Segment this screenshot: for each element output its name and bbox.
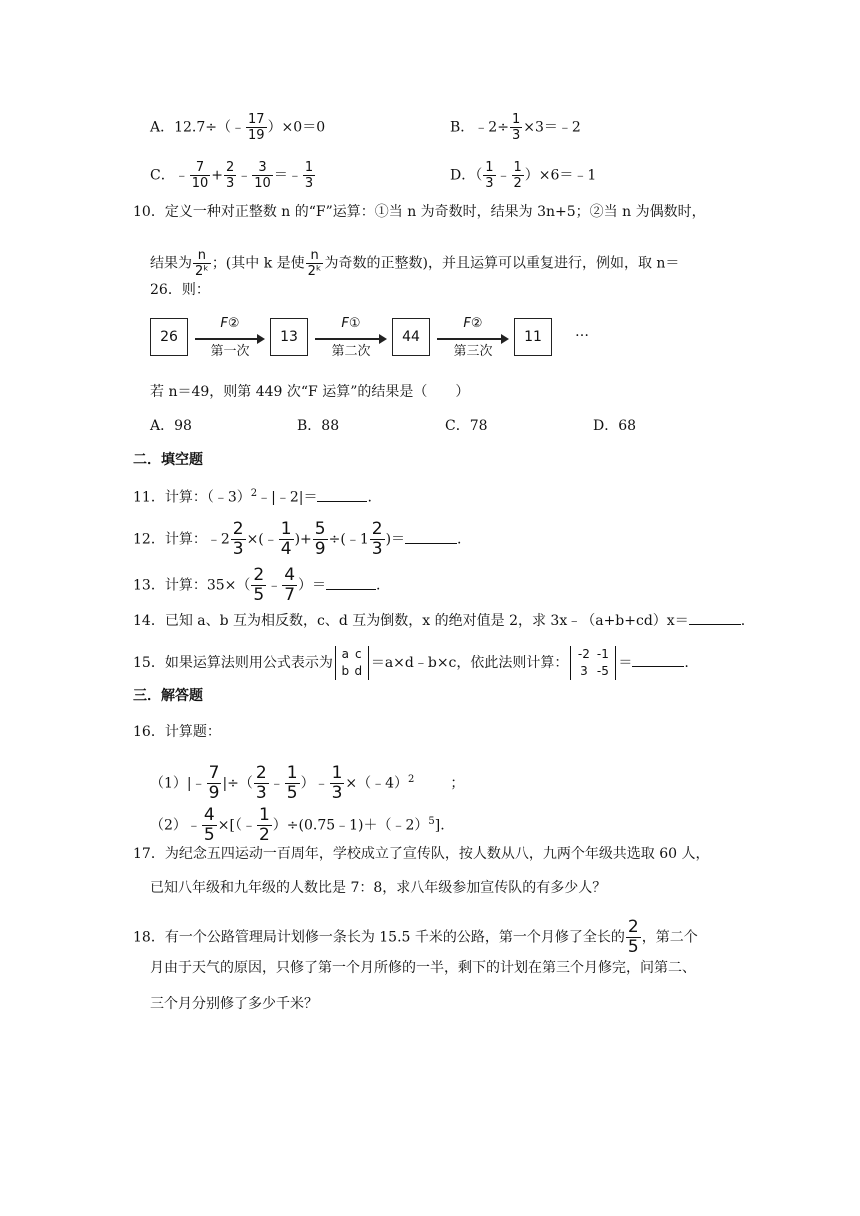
fraction-denominator: 9 (208, 783, 220, 803)
determinant-numeric (570, 646, 616, 680)
operator: ﹣ (269, 775, 284, 792)
q10-option-a: A．98 (150, 418, 192, 434)
mixed-fraction (370, 520, 385, 559)
fraction-numerator: 7 (208, 763, 220, 783)
q11-tail: ﹣|﹣2|＝ (257, 489, 318, 506)
answer-blank[interactable] (317, 487, 367, 502)
fraction-denominator: 3 (331, 783, 343, 803)
q9-d-tail: ）×6＝﹣1 (524, 167, 597, 184)
q9-b-fraction (510, 112, 522, 143)
det-entry: b (341, 664, 350, 678)
q9-b-tail: ×3＝﹣2 (523, 119, 581, 136)
q12 (133, 520, 461, 559)
q9-c-fraction-1 (190, 160, 211, 191)
fraction-numerator: 1 (304, 160, 314, 175)
flow-arrow (315, 318, 387, 362)
q12-text: )＝ (385, 531, 406, 548)
q12-text: ÷(﹣1 (328, 531, 369, 548)
fraction (279, 520, 294, 559)
q10-text: 为奇数的正整数)，并且运算可以重复进行，例如，取 n＝ (324, 255, 680, 272)
operator: ﹣ (267, 577, 282, 594)
q18-line-2: 月由于天气的原因，只修了第一个月所修的一半，剩下的计划在第三个月修完，问第二、 (150, 960, 696, 976)
q9-a-fraction (246, 112, 267, 143)
flow-box: 26 (150, 318, 188, 356)
det-entry: -1 (596, 647, 609, 661)
q11-text: 11．计算：（﹣3） (133, 489, 251, 506)
fraction-numerator: 7 (190, 160, 211, 176)
q12-text: ×(﹣ (246, 531, 278, 548)
q15-text: ＝ (618, 655, 633, 671)
fraction (207, 764, 222, 803)
q13-text: 13．计算：35×（ (133, 577, 251, 594)
fraction-denominator: 10 (191, 176, 209, 191)
fraction (626, 918, 641, 957)
fraction-numerator: n (306, 248, 324, 264)
mixed-fraction (231, 520, 246, 559)
q9-a-label: A．12.7÷（﹣ (150, 119, 246, 136)
q10-text: 结果为 (150, 255, 192, 272)
det-entry: c (355, 647, 362, 661)
q16-part-1 (150, 764, 464, 803)
q13-text: ）＝ (298, 577, 327, 594)
fraction-denominator: 9 (314, 539, 326, 559)
arrow-operation-label: F② (220, 316, 240, 331)
equals: ＝﹣ (273, 167, 302, 184)
q9-option-b (450, 112, 581, 143)
q16-text: ×[（﹣ (217, 817, 256, 834)
fraction-denominator: 3 (511, 128, 521, 143)
fraction-denominator: 3 (232, 539, 244, 559)
fraction (254, 764, 269, 803)
exponent: 5 (428, 815, 435, 827)
flow-arrow (195, 318, 265, 362)
fraction-denominator: 2ᵏ (307, 264, 322, 279)
q10-option-d: D．68 (593, 418, 637, 434)
q10-fraction-2 (306, 248, 324, 279)
q9-c-fraction-3 (252, 160, 273, 191)
fraction (330, 764, 345, 803)
fraction-numerator: 1 (485, 160, 494, 175)
q10-line-2 (150, 248, 679, 279)
fraction-denominator: 2ᵏ (195, 264, 209, 279)
arrow-operation-label: F② (463, 316, 483, 331)
determinant-abcd (335, 646, 369, 680)
q16-text: ]. (434, 817, 445, 834)
fraction-numerator: 2 (255, 763, 267, 783)
answer-blank[interactable] (326, 575, 376, 590)
q9-a-tail: ）×0＝0 (267, 119, 326, 136)
det-entry: -5 (596, 664, 609, 678)
fraction-numerator: 17 (248, 112, 265, 127)
fraction-denominator: 4 (280, 539, 292, 559)
q9-c-fraction-2 (224, 160, 236, 191)
q16-text: （2）﹣ (150, 817, 201, 834)
q14-text: 14．已知 a、b 互为相反数，c、d 互为倒数，x 的绝对值是 2，求 3x﹣（a+b+cd）x＝ (133, 613, 689, 629)
fraction-numerator: 5 (314, 519, 326, 539)
fraction-denominator: 2 (513, 176, 522, 191)
q17-line-1: 17．为纪念五四运动一百周年，学校成立了宣传队，按人数从八，九两个年级共选取 60 人， (133, 846, 710, 862)
fraction (257, 806, 272, 845)
fraction-denominator: 3 (371, 539, 383, 559)
q12-text: 12．计算：﹣2 (133, 531, 230, 548)
fraction-numerator: 1 (331, 763, 343, 783)
flow-box: 44 (392, 318, 430, 356)
arrow-operation-label: F① (341, 316, 361, 331)
flow-box: 13 (270, 318, 308, 356)
q16-text: ×（﹣4） (345, 775, 409, 792)
period: . (367, 489, 372, 506)
fraction-numerator: 2 (371, 519, 383, 539)
fraction-denominator: 3 (255, 783, 267, 803)
q9-c-fraction-4 (303, 160, 315, 191)
fraction (251, 566, 266, 605)
q18-line-1 (133, 918, 698, 957)
q17-line-2: 已知八年级和九年级的人数比是 7：8，求八年级参加宣传队的有多少人？ (150, 880, 607, 896)
period: . (457, 531, 462, 548)
q12-text: )+ (294, 531, 312, 548)
q10-text: ；(其中 k 是使 (211, 255, 305, 272)
section-title-fill-in: 二．填空题 (133, 452, 203, 468)
q10-question: 若 n＝49，则第 449 次“F 运算”的结果是（ ） (150, 384, 470, 400)
fraction-denominator: 2 (258, 825, 270, 845)
q10-option-c: C．78 (445, 418, 488, 434)
q11 (133, 484, 372, 508)
fraction-numerator: 1 (511, 112, 521, 127)
q9-option-a (150, 112, 325, 143)
fraction (282, 566, 297, 605)
answer-blank[interactable] (689, 610, 741, 625)
fraction-denominator: 19 (248, 128, 265, 143)
exponent: 2 (250, 488, 258, 499)
q9-d-fraction-2 (512, 160, 524, 191)
flow-box: 11 (514, 318, 552, 356)
q16-title: 16．计算题： (133, 724, 221, 740)
arrow-step-label: 第二次 (331, 344, 371, 359)
exponent: 2 (408, 773, 415, 785)
q14 (133, 610, 745, 631)
det-entry: 3 (580, 664, 588, 678)
fraction-numerator: 2 (253, 565, 265, 585)
fraction-numerator: 4 (203, 805, 215, 825)
fraction-numerator: 2 (226, 160, 235, 175)
q16-text: |÷（ (222, 775, 253, 792)
section-title-solutions: 三．解答题 (133, 688, 203, 704)
fraction-numerator: 2 (627, 917, 639, 937)
q9-option-c (150, 160, 316, 191)
q9-d-fraction-1 (483, 160, 495, 191)
q9-option-d (450, 160, 596, 191)
operator: ﹣ (496, 167, 511, 184)
arrow-step-label: 第三次 (453, 344, 493, 359)
fraction-denominator: 5 (286, 783, 298, 803)
fraction-numerator: 1 (513, 160, 522, 175)
q16-text: ）÷(0.75﹣1)＋（﹣2） (272, 817, 429, 834)
q10-option-b: B．88 (297, 418, 340, 434)
period: . (740, 613, 746, 629)
det-entry: -2 (577, 647, 590, 661)
flow-arrow (437, 318, 509, 362)
fraction-denominator: 10 (254, 176, 271, 191)
q10-fraction-1 (193, 248, 211, 279)
q16-part-2 (150, 806, 445, 845)
fraction-numerator: 4 (284, 565, 296, 585)
fraction-numerator: 1 (286, 763, 298, 783)
flow-ellipsis: … (575, 324, 589, 340)
fraction (202, 806, 217, 845)
q15-text: ＝a×d﹣b×c，依此法则计算： (370, 655, 569, 671)
fraction-numerator: n (193, 248, 211, 264)
fraction-numerator: 1 (258, 805, 270, 825)
fraction-denominator: 3 (226, 176, 235, 191)
q16-text: （1）|﹣ (150, 775, 206, 792)
arrow-step-label: 第一次 (210, 344, 250, 359)
q10-line-3: 26．则： (150, 282, 210, 298)
q9-d-label: D．（ (450, 167, 483, 184)
det-entry: d (354, 664, 363, 678)
q13 (133, 566, 380, 605)
fraction-numerator: 2 (232, 519, 244, 539)
period: . (684, 655, 689, 671)
fraction-numerator: 1 (280, 519, 292, 539)
fraction-denominator: 5 (253, 585, 265, 605)
fraction-denominator: 5 (203, 825, 215, 845)
q15-text: 15．如果运算法则用公式表示为 (133, 655, 333, 671)
answer-blank[interactable] (632, 652, 684, 667)
fraction-denominator: 3 (485, 176, 494, 191)
fraction-denominator: 5 (627, 937, 639, 957)
q9-b-label: B．﹣2÷ (450, 119, 509, 136)
fraction-numerator: 3 (252, 160, 273, 176)
q9-c-label: C．﹣ (150, 167, 189, 184)
q18-text: ，第二个 (641, 929, 698, 946)
q10-line-1: 10．定义一种对正整数 n 的“F”运算：①当 n 为奇数时，结果为 3n+5；②当 n 为偶数时， (133, 204, 706, 220)
q18-text: 18．有一个公路管理局计划修一条长为 15.5 千米的公路，第一个月修了全长的 (133, 929, 625, 946)
det-entry: a (341, 647, 349, 661)
semicolon: ； (450, 775, 465, 792)
fraction (313, 520, 328, 559)
answer-blank[interactable] (405, 529, 457, 544)
q15 (133, 646, 689, 680)
fraction-denominator: 7 (284, 585, 296, 605)
period: . (376, 577, 381, 594)
q16-text: ）﹣ (300, 775, 329, 792)
fraction (285, 764, 300, 803)
operator: + (211, 167, 223, 184)
fraction-denominator: 3 (304, 176, 314, 191)
q18-line-3: 三个月分别修了多少千米？ (150, 996, 318, 1012)
operator: ﹣ (237, 167, 252, 184)
